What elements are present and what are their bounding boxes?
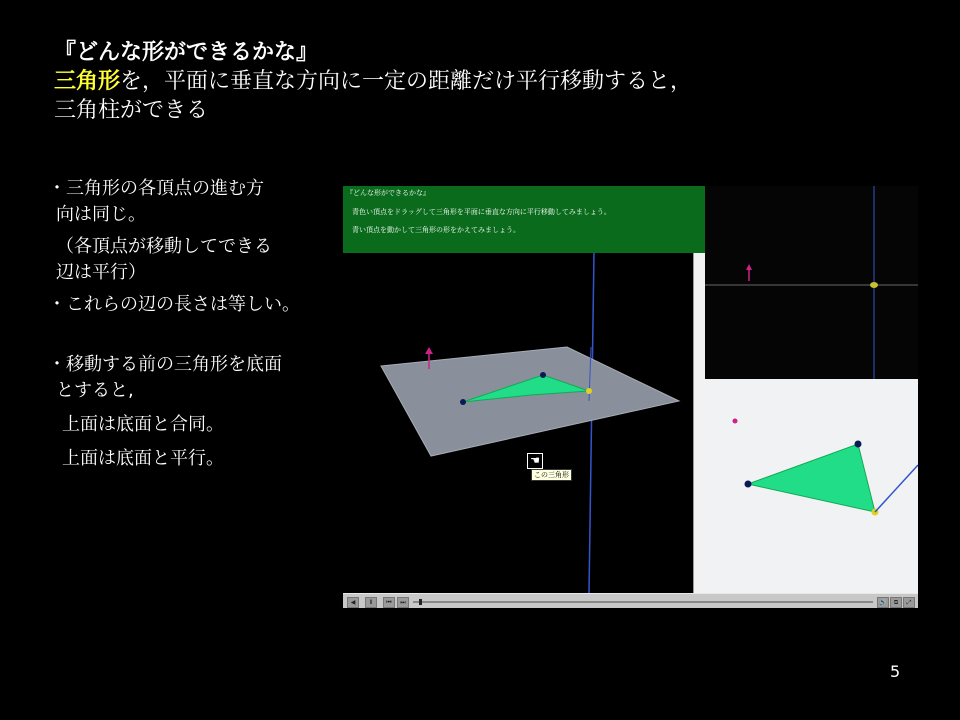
caption-button[interactable]: ⧉ [890,597,902,608]
top-view-scene [705,379,918,593]
vertical-axis [589,253,594,593]
top-axis [875,465,918,512]
progress-knob[interactable] [419,599,422,605]
bullet-1-note: （各頂点が移動してできる [56,236,272,257]
slide-title [54,38,692,125]
3d-view[interactable] [343,253,693,593]
banner-title: 『どんな形ができるかな』 [346,189,430,197]
playback-controls [343,593,918,608]
bullet-2: ・これらの辺の長さは等しい。 [48,294,300,315]
bullet-list [48,176,348,472]
base-plane [381,347,679,456]
title-highlight: 三角形 [54,69,121,94]
page-number: 5 [890,662,901,681]
side-view-top-scene [705,186,918,379]
side-view-top[interactable] [705,186,918,379]
title-line-2 [54,67,692,96]
top-vertex-top[interactable] [855,441,862,448]
title-line-1: 『どんな形ができるかな』 [54,40,319,65]
bullet-3-cont: とすると, [56,380,134,401]
next-button[interactable]: ⏭ [397,597,409,608]
top-view[interactable] [705,379,918,593]
vertex-top[interactable] [540,372,546,378]
side-arrow-head-icon [746,264,752,270]
top-view-triangle[interactable] [748,444,875,512]
volume-button[interactable]: 🔊 [877,597,889,608]
instruction-banner [343,186,705,253]
bullet-3-sub-1: 上面は底面と合同。 [62,414,224,435]
bullet-1-note-cont: 辺は平行） [56,262,146,283]
bullet-3: ・移動する前の三角形を底面 [48,354,282,375]
vertex-right[interactable] [586,388,592,394]
banner-instruction-2: 青い頂点を動かして三角形の形をかえてみましょう。 [352,226,520,234]
title-line-2-rest: を，平面に垂直な方向に一定の距離だけ平行移動すると， [120,69,693,94]
3d-scene[interactable] [343,253,693,593]
bullet-1: ・三角形の各頂点の進む方 [48,178,264,199]
side-vertex[interactable] [870,282,878,288]
hand-cursor-icon: ☚ [527,453,543,469]
title-line-3: 三角柱ができる [54,98,209,123]
banner-instruction-1: 青色い頂点をドラッグして三角形を平面に垂直な方向に平行移動してみましょう。 [352,208,611,216]
fullscreen-button[interactable]: ⤢ [903,597,915,608]
arrow-head-icon [425,347,433,354]
pause-button[interactable]: Ⅱ [365,597,377,608]
rewind-button[interactable]: ◀ [347,597,359,608]
vertex-left[interactable] [460,399,466,405]
geometry-app-window[interactable] [343,186,918,608]
top-marker [733,419,738,424]
triangle-tooltip: この三角形 [531,469,572,481]
top-vertex-left[interactable] [745,481,752,488]
bullet-3-sub-2: 上面は底面と平行。 [62,448,224,469]
bullet-1-cont: 向は同じ。 [56,204,146,225]
progress-track[interactable] [413,601,873,603]
prev-button[interactable]: ⏮ [383,597,395,608]
